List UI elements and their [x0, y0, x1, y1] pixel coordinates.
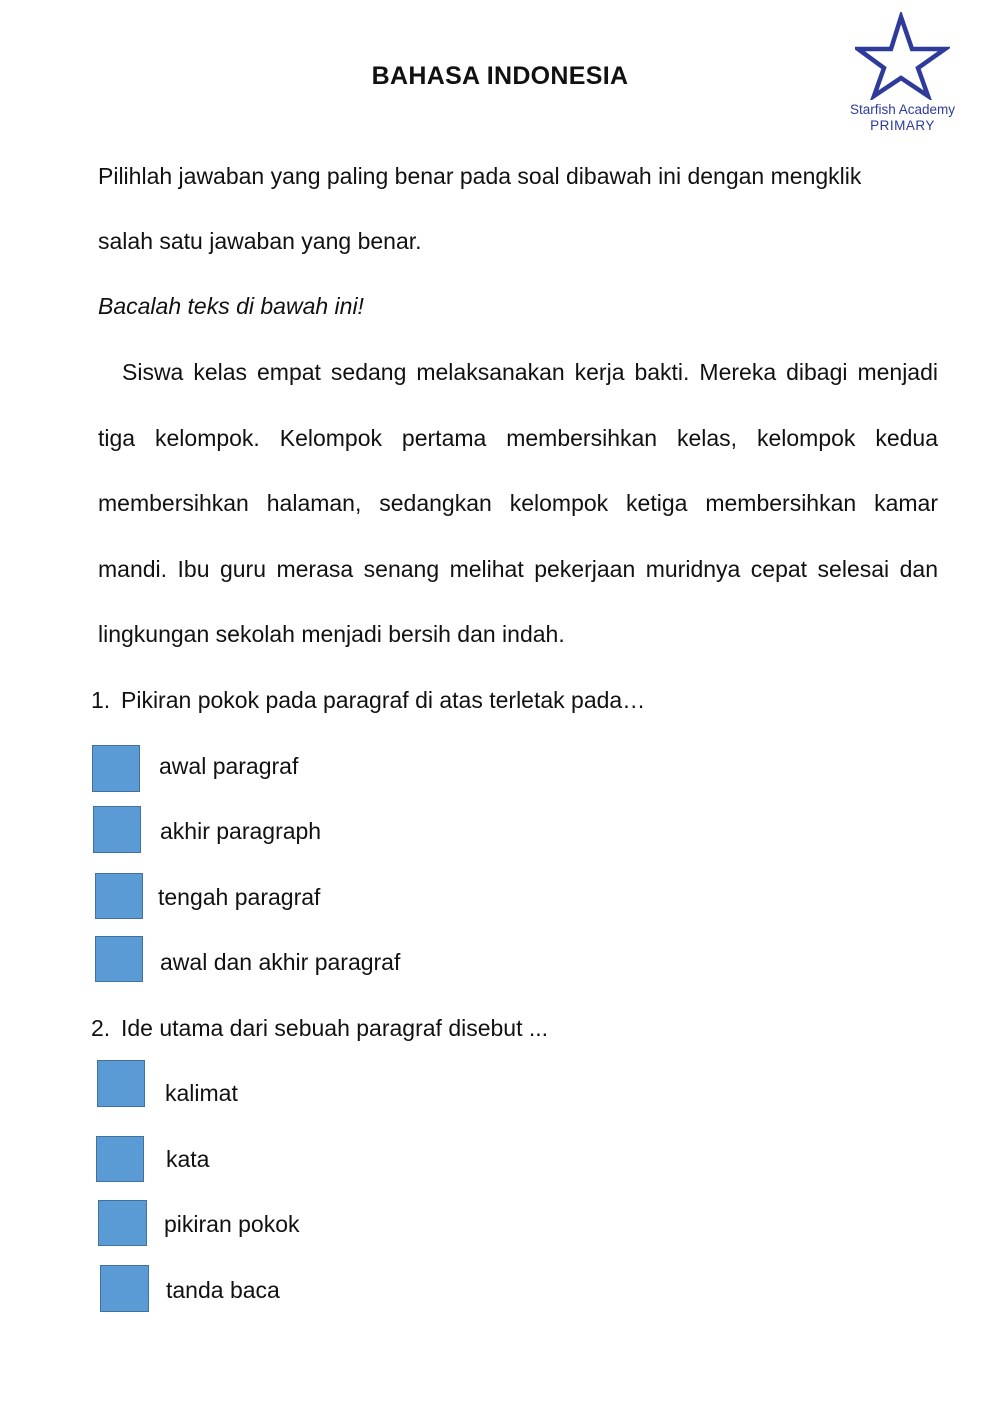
logo-subtitle: PRIMARY [870, 118, 935, 133]
answer-box-q2-d[interactable] [100, 1265, 149, 1312]
question-2-text: Ide utama dari sebuah paragraf disebut ... [121, 1015, 549, 1041]
passage-line-5: lingkungan sekolah menjadi bersih dan indah. [98, 621, 565, 647]
passage-line-4: mandi. Ibu guru merasa senang melihat pekerjaan muridnya cepat selesai dan [98, 556, 938, 582]
option-q2-b: kata [166, 1146, 210, 1172]
option-q2-a: kalimat [165, 1080, 238, 1106]
answer-box-q1-d[interactable] [95, 936, 143, 982]
instruction-line-1: Pilihlah jawaban yang paling benar pada soal dibawah ini dengan mengklik [98, 163, 862, 189]
logo-name: Starfish Academy [849, 102, 956, 117]
passage-line-1: Siswa kelas empat sedang melaksanakan kerja bakti. Mereka dibagi menjadi [122, 359, 938, 385]
answer-box-q1-c[interactable] [95, 873, 143, 919]
question-1-text: Pikiran pokok pada paragraf di atas terletak pada… [121, 687, 646, 713]
reading-prompt: Bacalah teks di bawah ini! [98, 293, 364, 319]
option-q2-d: tanda baca [166, 1277, 280, 1303]
option-q2-c: pikiran pokok [164, 1211, 300, 1237]
option-q1-b: akhir paragraph [160, 818, 322, 844]
school-logo [825, 12, 980, 137]
answer-box-q2-b[interactable] [96, 1136, 144, 1182]
option-q1-a: awal paragraf [159, 753, 299, 779]
question-1-number: 1. [91, 687, 111, 713]
answer-box-q2-c[interactable] [98, 1200, 147, 1246]
answer-box-q2-a[interactable] [97, 1060, 145, 1107]
star-icon [855, 12, 950, 100]
answer-box-q1-a[interactable] [92, 745, 140, 792]
question-2-number: 2. [91, 1015, 111, 1041]
page-title: BAHASA INDONESIA [371, 62, 629, 90]
instruction-line-2: salah satu jawaban yang benar. [98, 228, 422, 254]
answer-box-q1-b[interactable] [93, 806, 141, 853]
passage-line-2: tiga kelompok. Kelompok pertama membersihkan kelas, kelompok kedua [98, 425, 938, 451]
passage-line-3: membersihkan halaman, sedangkan kelompok ketiga membersihkan kamar [98, 490, 938, 516]
option-q1-d: awal dan akhir paragraf [160, 949, 401, 975]
option-q1-c: tengah paragraf [158, 884, 321, 910]
